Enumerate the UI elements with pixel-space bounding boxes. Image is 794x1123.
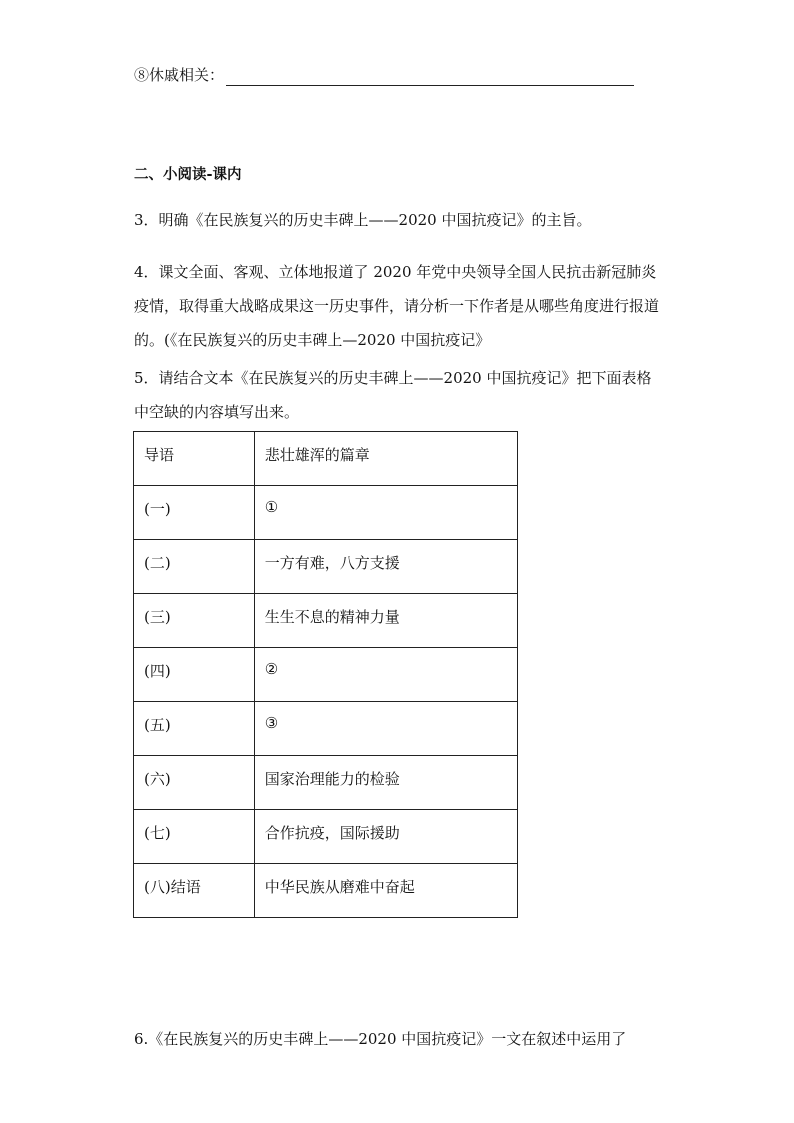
table-row	[134, 864, 518, 918]
fill-in-table	[133, 431, 518, 918]
question-3: 3．明确《在民族复兴的历史丰碑上——2020 中国抗疫记》的主旨。	[134, 211, 592, 229]
table-cell-blank[interactable]: ②	[254, 648, 517, 702]
question-5: 5．请结合文本《在民族复兴的历史丰碑上——2020 中国抗疫记》把下面表格中空缺的内容填写出来。	[134, 369, 652, 421]
table-cell-content: 生生不息的精神力量	[254, 594, 517, 648]
answer-blank-line[interactable]	[226, 68, 634, 86]
table-row	[134, 432, 518, 486]
table-cell-content: 中华民族从磨难中奋起	[254, 864, 517, 918]
table-cell-blank[interactable]: ③	[254, 702, 517, 756]
fill-in-label: ⑧休戚相关：	[134, 66, 225, 84]
question-6: 6.《在民族复兴的历史丰碑上——2020 中国抗疫记》一文在叙述中运用了	[134, 1030, 627, 1048]
table-cell-section: (四)	[134, 648, 255, 702]
table-row	[134, 594, 518, 648]
table-cell-section: (五)	[134, 702, 255, 756]
question-4: 4．课文全面、客观、立体地报道了 2020 年党中央领导全国人民抗击新冠肺炎疫情，取得重大战略成果这一历史事件，请分析一下作者是从哪些角度进行报道的。(《在民族复兴的历史丰碑上—2020 中国抗疫记》	[134, 263, 660, 349]
table-row	[134, 702, 518, 756]
table-cell-content: 合作抗疫，国际援助	[254, 810, 517, 864]
table-row	[134, 810, 518, 864]
table-cell-section: (一)	[134, 486, 255, 540]
table-cell-section: 导语	[134, 432, 255, 486]
section-heading: 二、小阅读-课内	[134, 167, 242, 183]
fill-in-item-8	[134, 64, 634, 86]
table-cell-section: (八)结语	[134, 864, 255, 918]
table-cell-content: 国家治理能力的检验	[254, 756, 517, 810]
table-cell-section: (七)	[134, 810, 255, 864]
table-cell-blank[interactable]: ①	[254, 486, 517, 540]
table-cell-content: 一方有难，八方支援	[254, 540, 517, 594]
table-row	[134, 540, 518, 594]
table-row	[134, 756, 518, 810]
table-row	[134, 486, 518, 540]
table-row	[134, 648, 518, 702]
table-cell-content: 悲壮雄浑的篇章	[254, 432, 517, 486]
table-cell-section: (六)	[134, 756, 255, 810]
table-cell-section: (二)	[134, 540, 255, 594]
table-cell-section: (三)	[134, 594, 255, 648]
